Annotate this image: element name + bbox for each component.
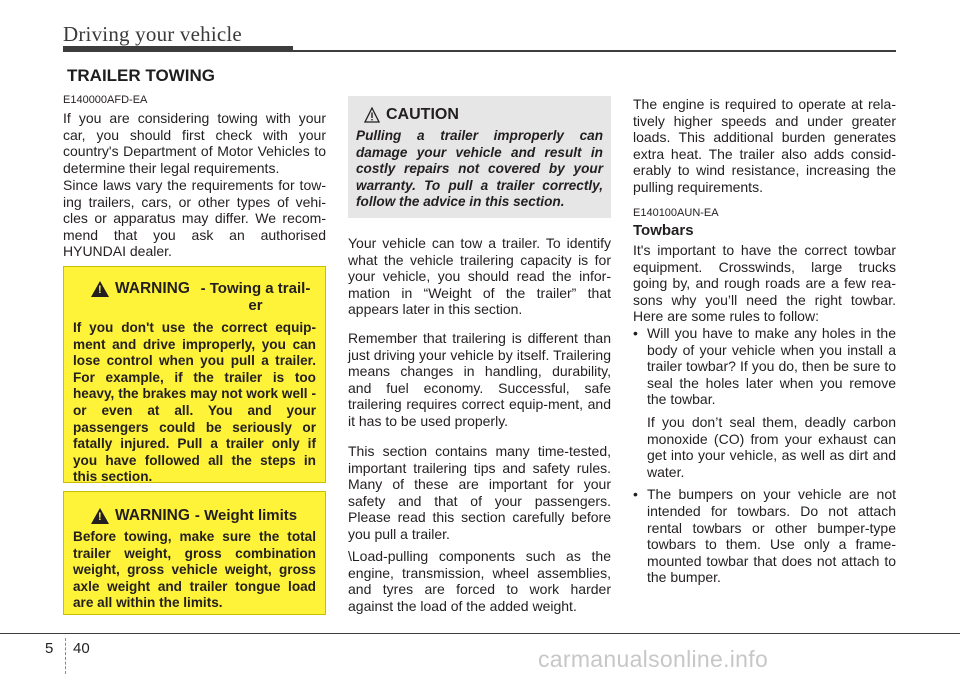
section-code: E140100AUN-EA xyxy=(633,207,719,219)
list-item xyxy=(633,325,896,480)
list-item-text: The bumpers on your vehicle are not intended for towbars. Do not attach rental towbars or other bumper-type towbars to them. Use only a frame-mounted towbar that does not attach to the bumper. xyxy=(647,486,896,586)
page-number: 40 xyxy=(73,640,90,657)
caution-heading xyxy=(364,106,603,124)
subheading-towbars: Towbars xyxy=(633,222,694,239)
warning-triangle-icon xyxy=(91,281,109,297)
warning-subtitle: - Towing a trail-er xyxy=(200,280,311,314)
warning-text: Before towing, make sure the total trailer weight, gross combination weight, gross vehicle weight, gross axle weight and trailer tongue load are all within the limits. xyxy=(73,529,316,611)
paragraph: The engine is required to operate at rela-tively higher speeds and under greater loads. This additional burden generates extra heat. The trailer also adds consid-erably to wind resistance, increasing the pulling requirements. xyxy=(633,96,896,195)
section-title: TRAILER TOWING xyxy=(67,66,215,85)
caution-box xyxy=(348,96,611,218)
paragraph: Your vehicle can tow a trailer. To identify what the vehicle trailering capacity is for your vehicle, you should read the infor-mation in “Weight of the trailer” that appears later in this section. xyxy=(348,235,611,318)
paragraph: Remember that trailering is different than just driving your vehicle by itself. Trailering means changes in handling, durability, and fuel economy. Successful, safe trailering requires correct equip-ment, and it has to be used properly. xyxy=(348,330,611,429)
warning-label: WARNING xyxy=(115,507,190,524)
warning-heading xyxy=(91,507,316,525)
paragraph: \Load-pulling components such as the engine, transmission, wheel assemblies, and tyres are forced to work harder against the load of the added weight. xyxy=(348,548,611,614)
paragraph: It's important to have the correct towbar equipment. Crosswinds, large trucks going by, and rough roads are a few rea-sons why you’ll need the right towbar. Here are some rules to follow: xyxy=(633,242,896,325)
footer-divider xyxy=(65,638,66,674)
warning-subtitle: - Weight limits xyxy=(194,507,298,524)
warning-box-towing xyxy=(63,266,326,483)
footer-rule xyxy=(0,633,960,634)
warning-triangle-icon xyxy=(91,508,109,524)
caution-text: Pulling a trailer improperly can damage your vehicle and result in costly repairs not covered by your warranty. To pull a trailer correctly, follow the advice in this section. xyxy=(356,128,603,210)
paragraph: This section contains many time-tested, important trailering tips and safety rules. Many of these are important for your safety and that of your passengers. Please read this section carefully before you pull a trailer. xyxy=(348,443,611,542)
warning-heading xyxy=(91,280,316,314)
caution-label: CAUTION xyxy=(386,106,459,123)
list-item-text: If you don’t seal them, deadly carbon monoxide (CO) from your exhaust can get into your vehicle, as well as dirt and water. xyxy=(647,413,896,480)
warning-text: If you don't use the correct equip-ment and drive improperly, you can lose control when you pull a trailer. For example, if the trailer is too heavy, the brakes may not work well - or even at all. You and your passengers could be seriously or fatally injured. Pull a trailer only if you have followed all the steps in this section. xyxy=(73,320,316,485)
warning-box-weight xyxy=(63,491,326,615)
paragraph: If you are considering towing with your car, you should first check with your country's Department of Motor Vehicles to determine their legal requirements. xyxy=(63,110,326,176)
bullet-mark: • xyxy=(633,325,638,341)
header-bar xyxy=(63,46,293,52)
header-rule xyxy=(293,50,896,52)
list-item xyxy=(633,486,896,586)
list-item-text: Will you have to make any holes in the body of your vehicle when you install a trailer towbar? If you do, then be sure to seal the holes later when you remove the towbar. xyxy=(647,325,896,408)
section-code: E140000AFD-EA xyxy=(63,94,148,106)
rules-list xyxy=(633,325,896,586)
caution-triangle-icon xyxy=(364,107,380,123)
bullet-mark: • xyxy=(633,486,638,503)
watermark: carmanualsonline.info xyxy=(538,646,769,672)
chapter-number: 5 xyxy=(45,640,54,657)
chapter-title: Driving your vehicle xyxy=(63,22,242,46)
paragraph: Since laws vary the requirements for tow-ing trailers, cars, or other types of vehi-cles or apparatus may differ. We recom-mend that you ask an authorised HYUNDAI dealer. xyxy=(63,177,326,260)
warning-label: WARNING xyxy=(115,280,190,297)
